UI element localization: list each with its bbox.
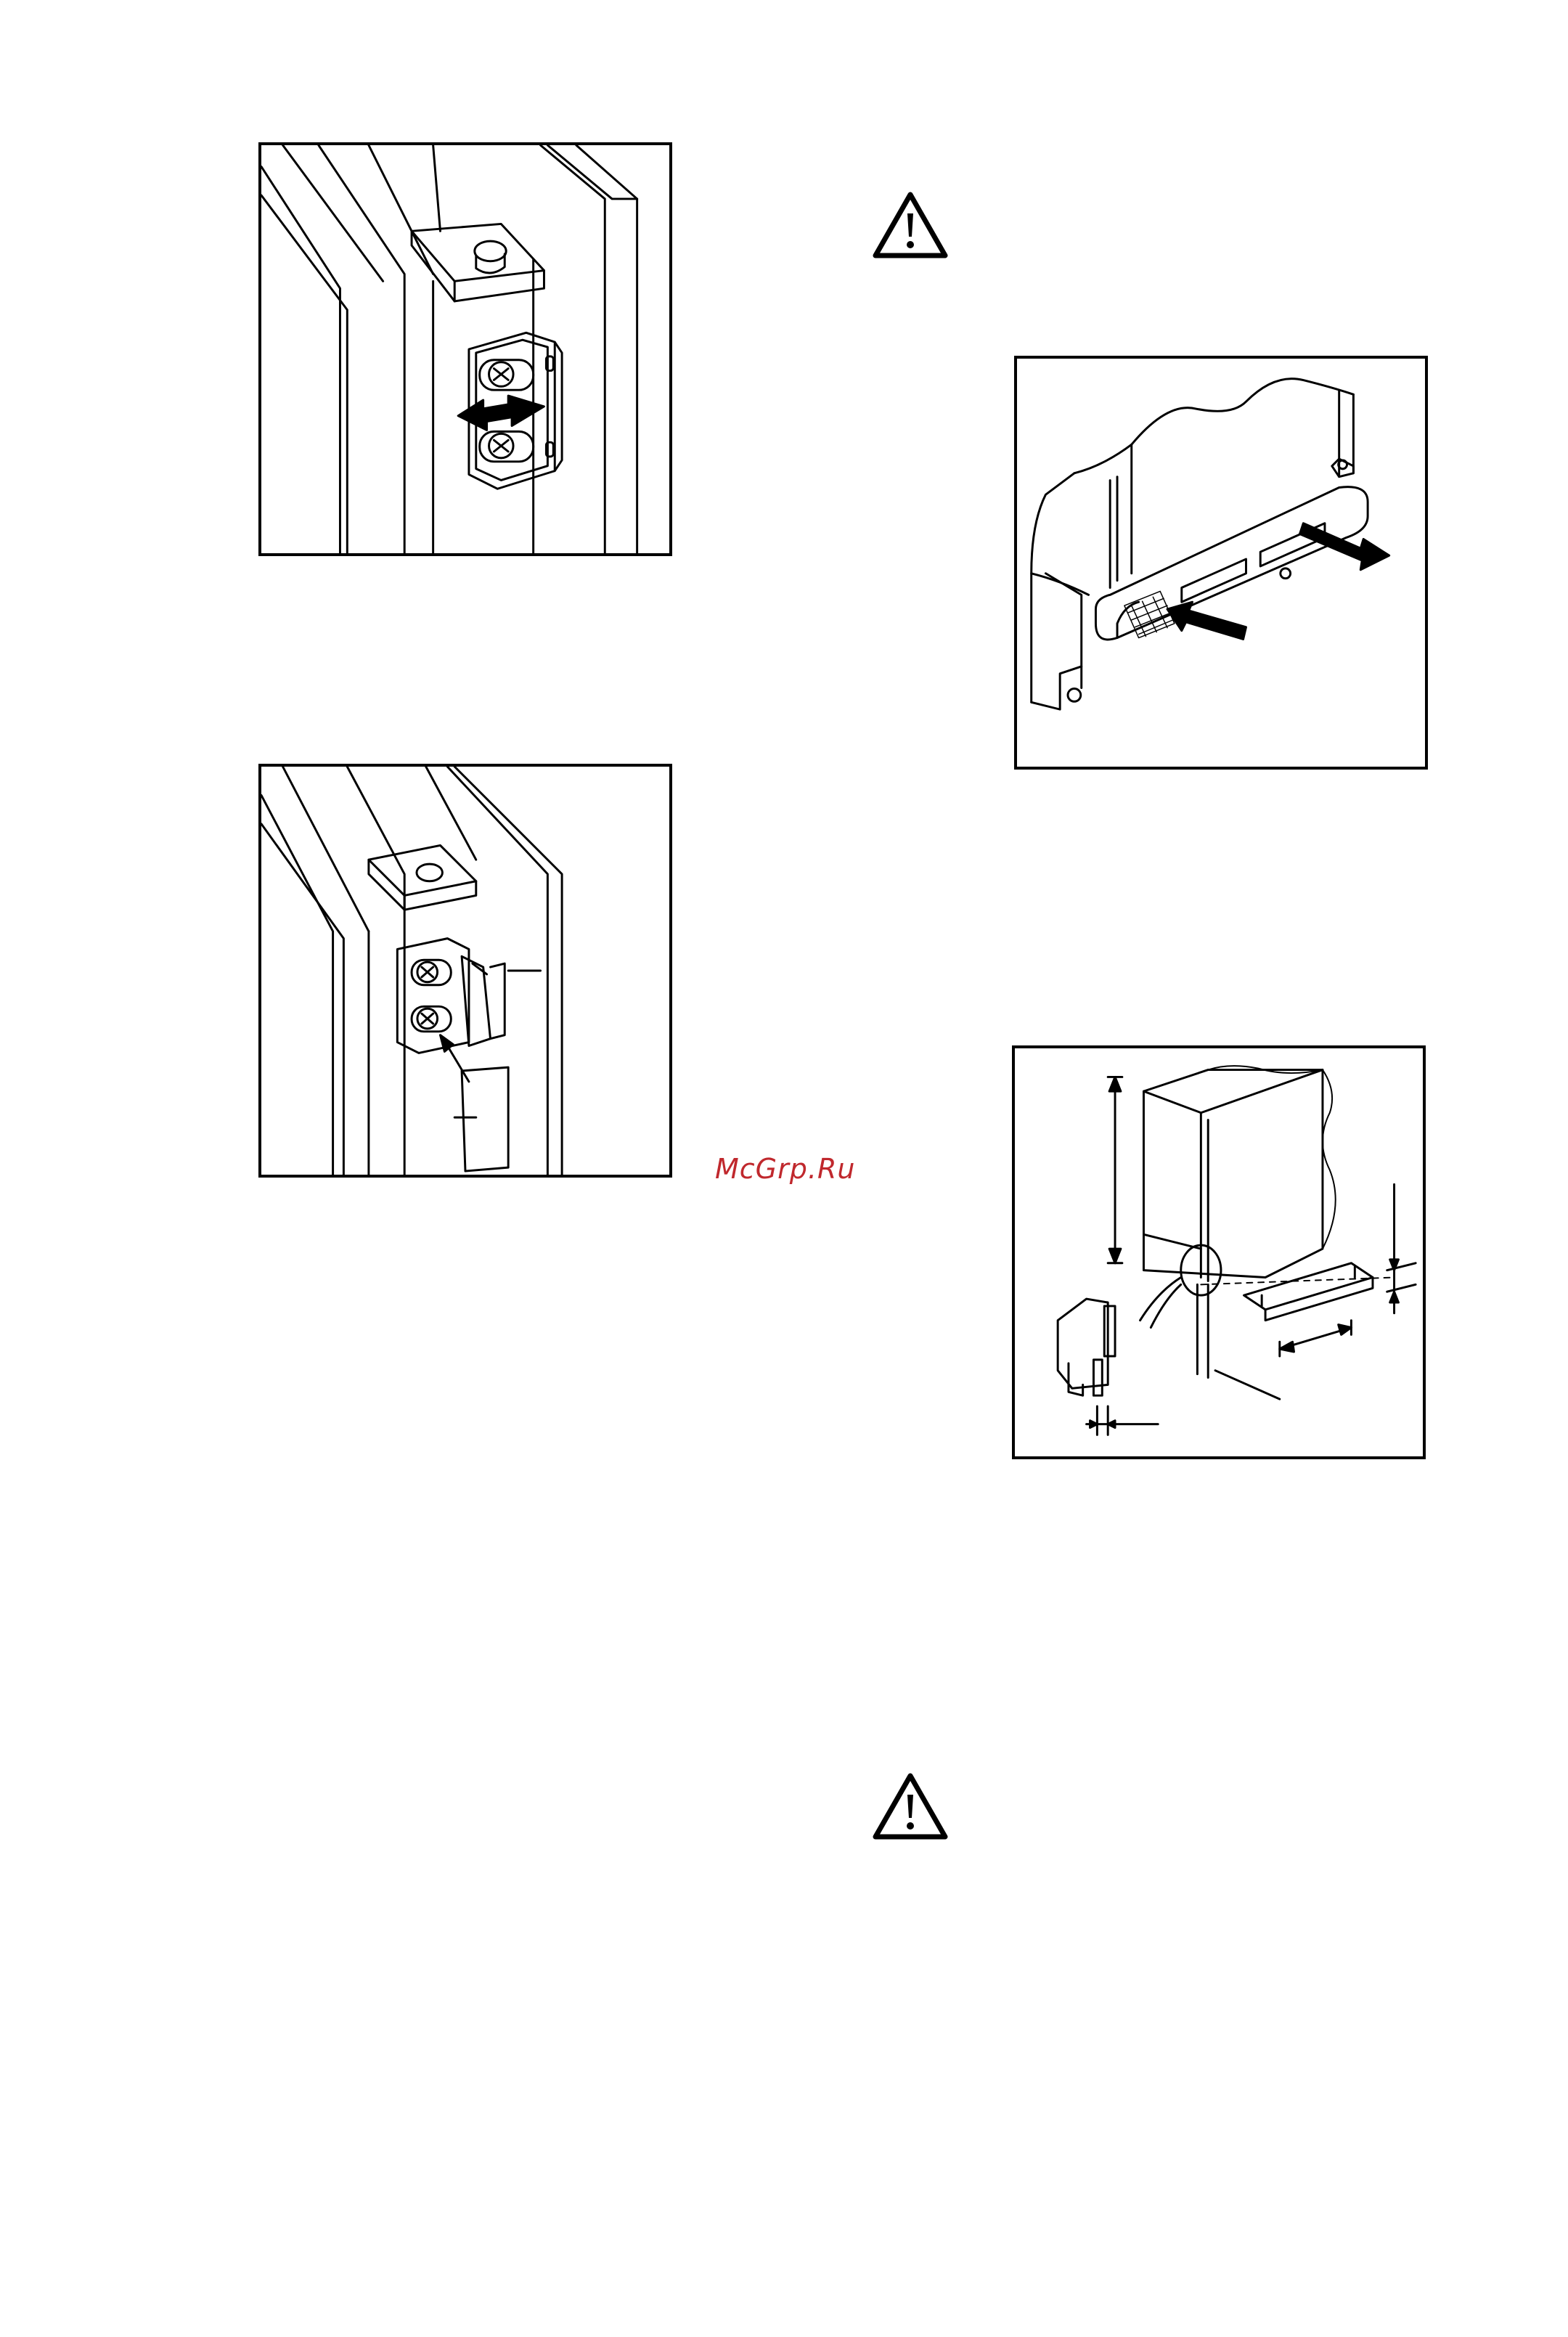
hinge-adjust-figure — [258, 142, 672, 556]
hinge-cover-figure — [258, 764, 672, 1178]
installation-dimensions-figure — [1012, 1045, 1426, 1459]
watermark-text: McGrp.Ru — [715, 1153, 856, 1185]
warning-triangle-icon — [871, 1771, 950, 1841]
warning-triangle-icon — [871, 190, 950, 260]
plinth-grille-figure — [1014, 356, 1428, 770]
